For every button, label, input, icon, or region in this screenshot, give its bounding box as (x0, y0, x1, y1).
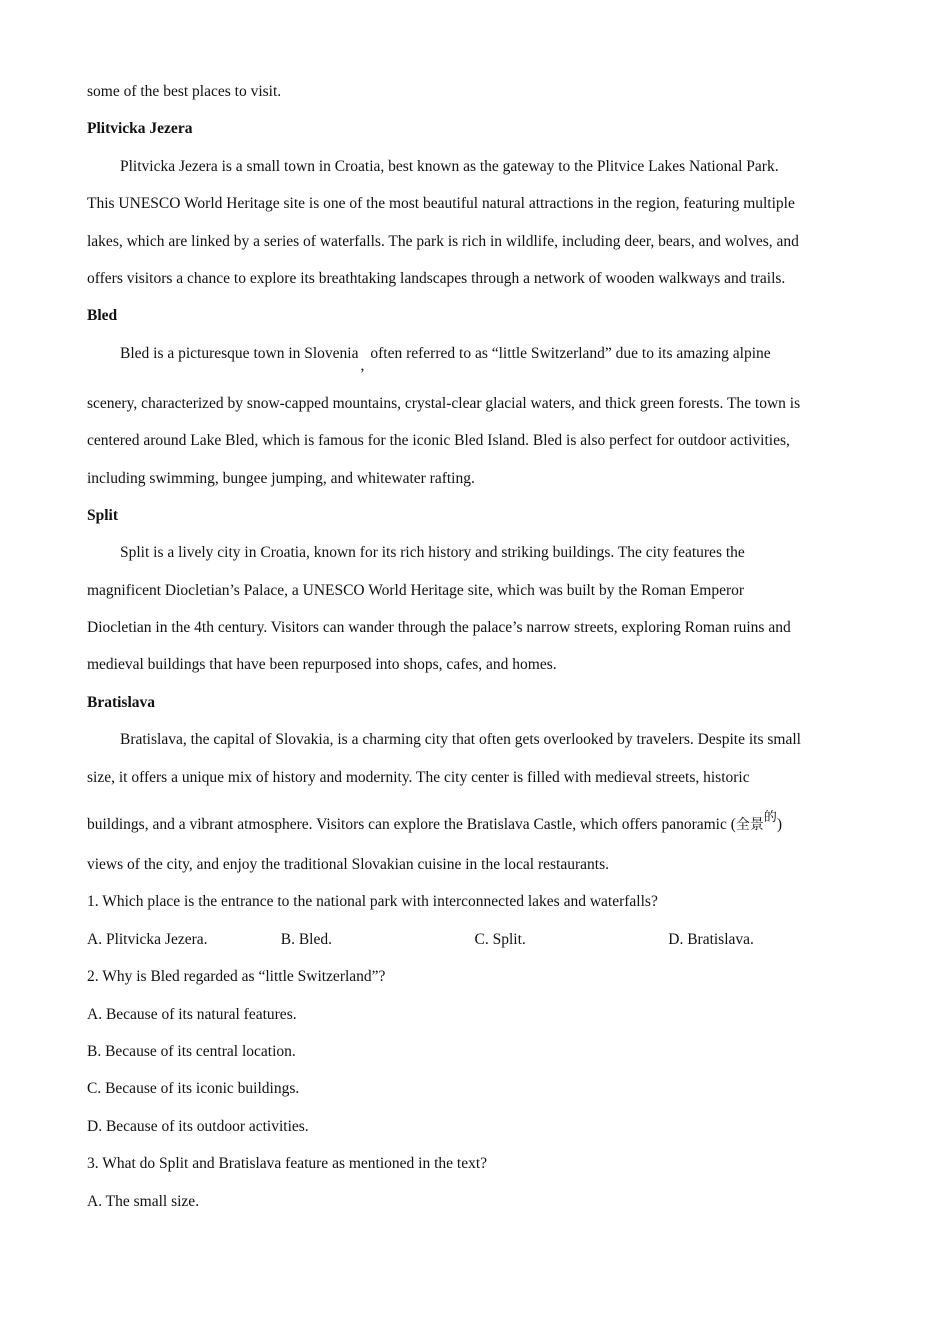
gloss-text-b: ) (776, 816, 783, 834)
gloss-text-a: buildings, and a vibrant atmosphere. Visitors can explore the Bratislava Castle, which offers panoramic ( (87, 816, 736, 834)
paragraph-line: Split is a lively city in Croatia, known for its rich history and striking buildings. The city features the (120, 544, 745, 562)
intro-tail: some of the best places to visit. (87, 83, 282, 100)
option-a[interactable]: A. Plitvicka Jezera. (87, 930, 208, 948)
paragraph-line: scenery, characterized by snow-capped mountains, crystal-clear glacial waters, and thick green forests. The town is (87, 394, 801, 412)
paragraph-line: Bratislava, the capital of Slovakia, is a charming city that often gets overlooked by travelers. Despite its small (120, 731, 801, 749)
gloss-chinese: 全景 (735, 817, 764, 834)
paragraph-line: magnificent Diocletian’s Palace, a UNESCO World Heritage site, which was built by the Roman Emperor (87, 581, 745, 599)
paragraph-line: views of the city, and enjoy the traditional Slovakian cuisine in the local restaurants. (87, 856, 609, 874)
bled-text-b: often referred to as “little Switzerland” due to its amazing alpine (370, 344, 771, 362)
paragraph-line: This UNESCO World Heritage site is one of the most beautiful natural attractions in the region, featuring multiple (87, 195, 795, 213)
option-c[interactable]: C. Split. (474, 930, 526, 948)
paragraph-line: centered around Lake Bled, which is famous for the iconic Bled Island. Bled is also perfect for outdoor activities, (87, 432, 790, 450)
option-b[interactable]: B. Because of its central location. (87, 1042, 296, 1060)
option-d[interactable]: D. Bratislava. (668, 930, 754, 948)
option-b[interactable]: B. Bled. (280, 930, 332, 948)
paragraph-line: Plitvicka Jezera is a small town in Croatia, best known as the gateway to the Plitvice Lakes National Park. (120, 157, 779, 175)
section-heading-split: Split (87, 506, 119, 524)
option-d[interactable]: D. Because of its outdoor activities. (87, 1117, 309, 1135)
question-stem-3: 3. What do Split and Bratislava feature as mentioned in the text? (87, 1155, 488, 1173)
paragraph-line (87, 340, 862, 390)
paragraph-line-gloss (87, 801, 862, 851)
document-page (87, 78, 862, 1225)
section-heading-bratislava: Bratislava (87, 693, 156, 711)
question-stem-2: 2. Why is Bled regarded as “little Switzerland”? (87, 968, 386, 986)
paragraph-line: including swimming, bungee jumping, and whitewater rafting. (87, 469, 475, 487)
paragraph-line: medieval buildings that have been repurposed into shops, cafes, and homes. (87, 656, 557, 674)
option-a[interactable]: A. The small size. (87, 1192, 200, 1210)
section-heading-plitvicka: Plitvicka Jezera (87, 120, 193, 138)
bled-text-a: Bled is a picturesque town in Slovenia (120, 344, 359, 362)
paragraph-line: offers visitors a chance to explore its breathtaking landscapes through a network of wooden walkways and trails. (87, 269, 786, 287)
section-heading-bled: Bled (87, 307, 118, 325)
question-stem-1: 1. Which place is the entrance to the national park with interconnected lakes and waterfalls? (87, 893, 658, 911)
bled-comma: , (360, 356, 365, 374)
option-c[interactable]: C. Because of its iconic buildings. (87, 1080, 300, 1098)
paragraph-line: lakes, which are linked by a series of waterfalls. The park is rich in wildlife, including deer, bears, and wolves, and (87, 232, 799, 250)
paragraph-line: Diocletian in the 4th century. Visitors can wander through the palace’s narrow streets, exploring Roman ruins and (87, 619, 791, 637)
option-a[interactable]: A. Because of its natural features. (87, 1005, 297, 1023)
paragraph-line: size, it offers a unique mix of history and modernity. The city center is filled with medieval streets, historic (87, 768, 750, 786)
question-options-1 (87, 926, 862, 963)
gloss-chinese-sup: 的 (763, 810, 777, 826)
